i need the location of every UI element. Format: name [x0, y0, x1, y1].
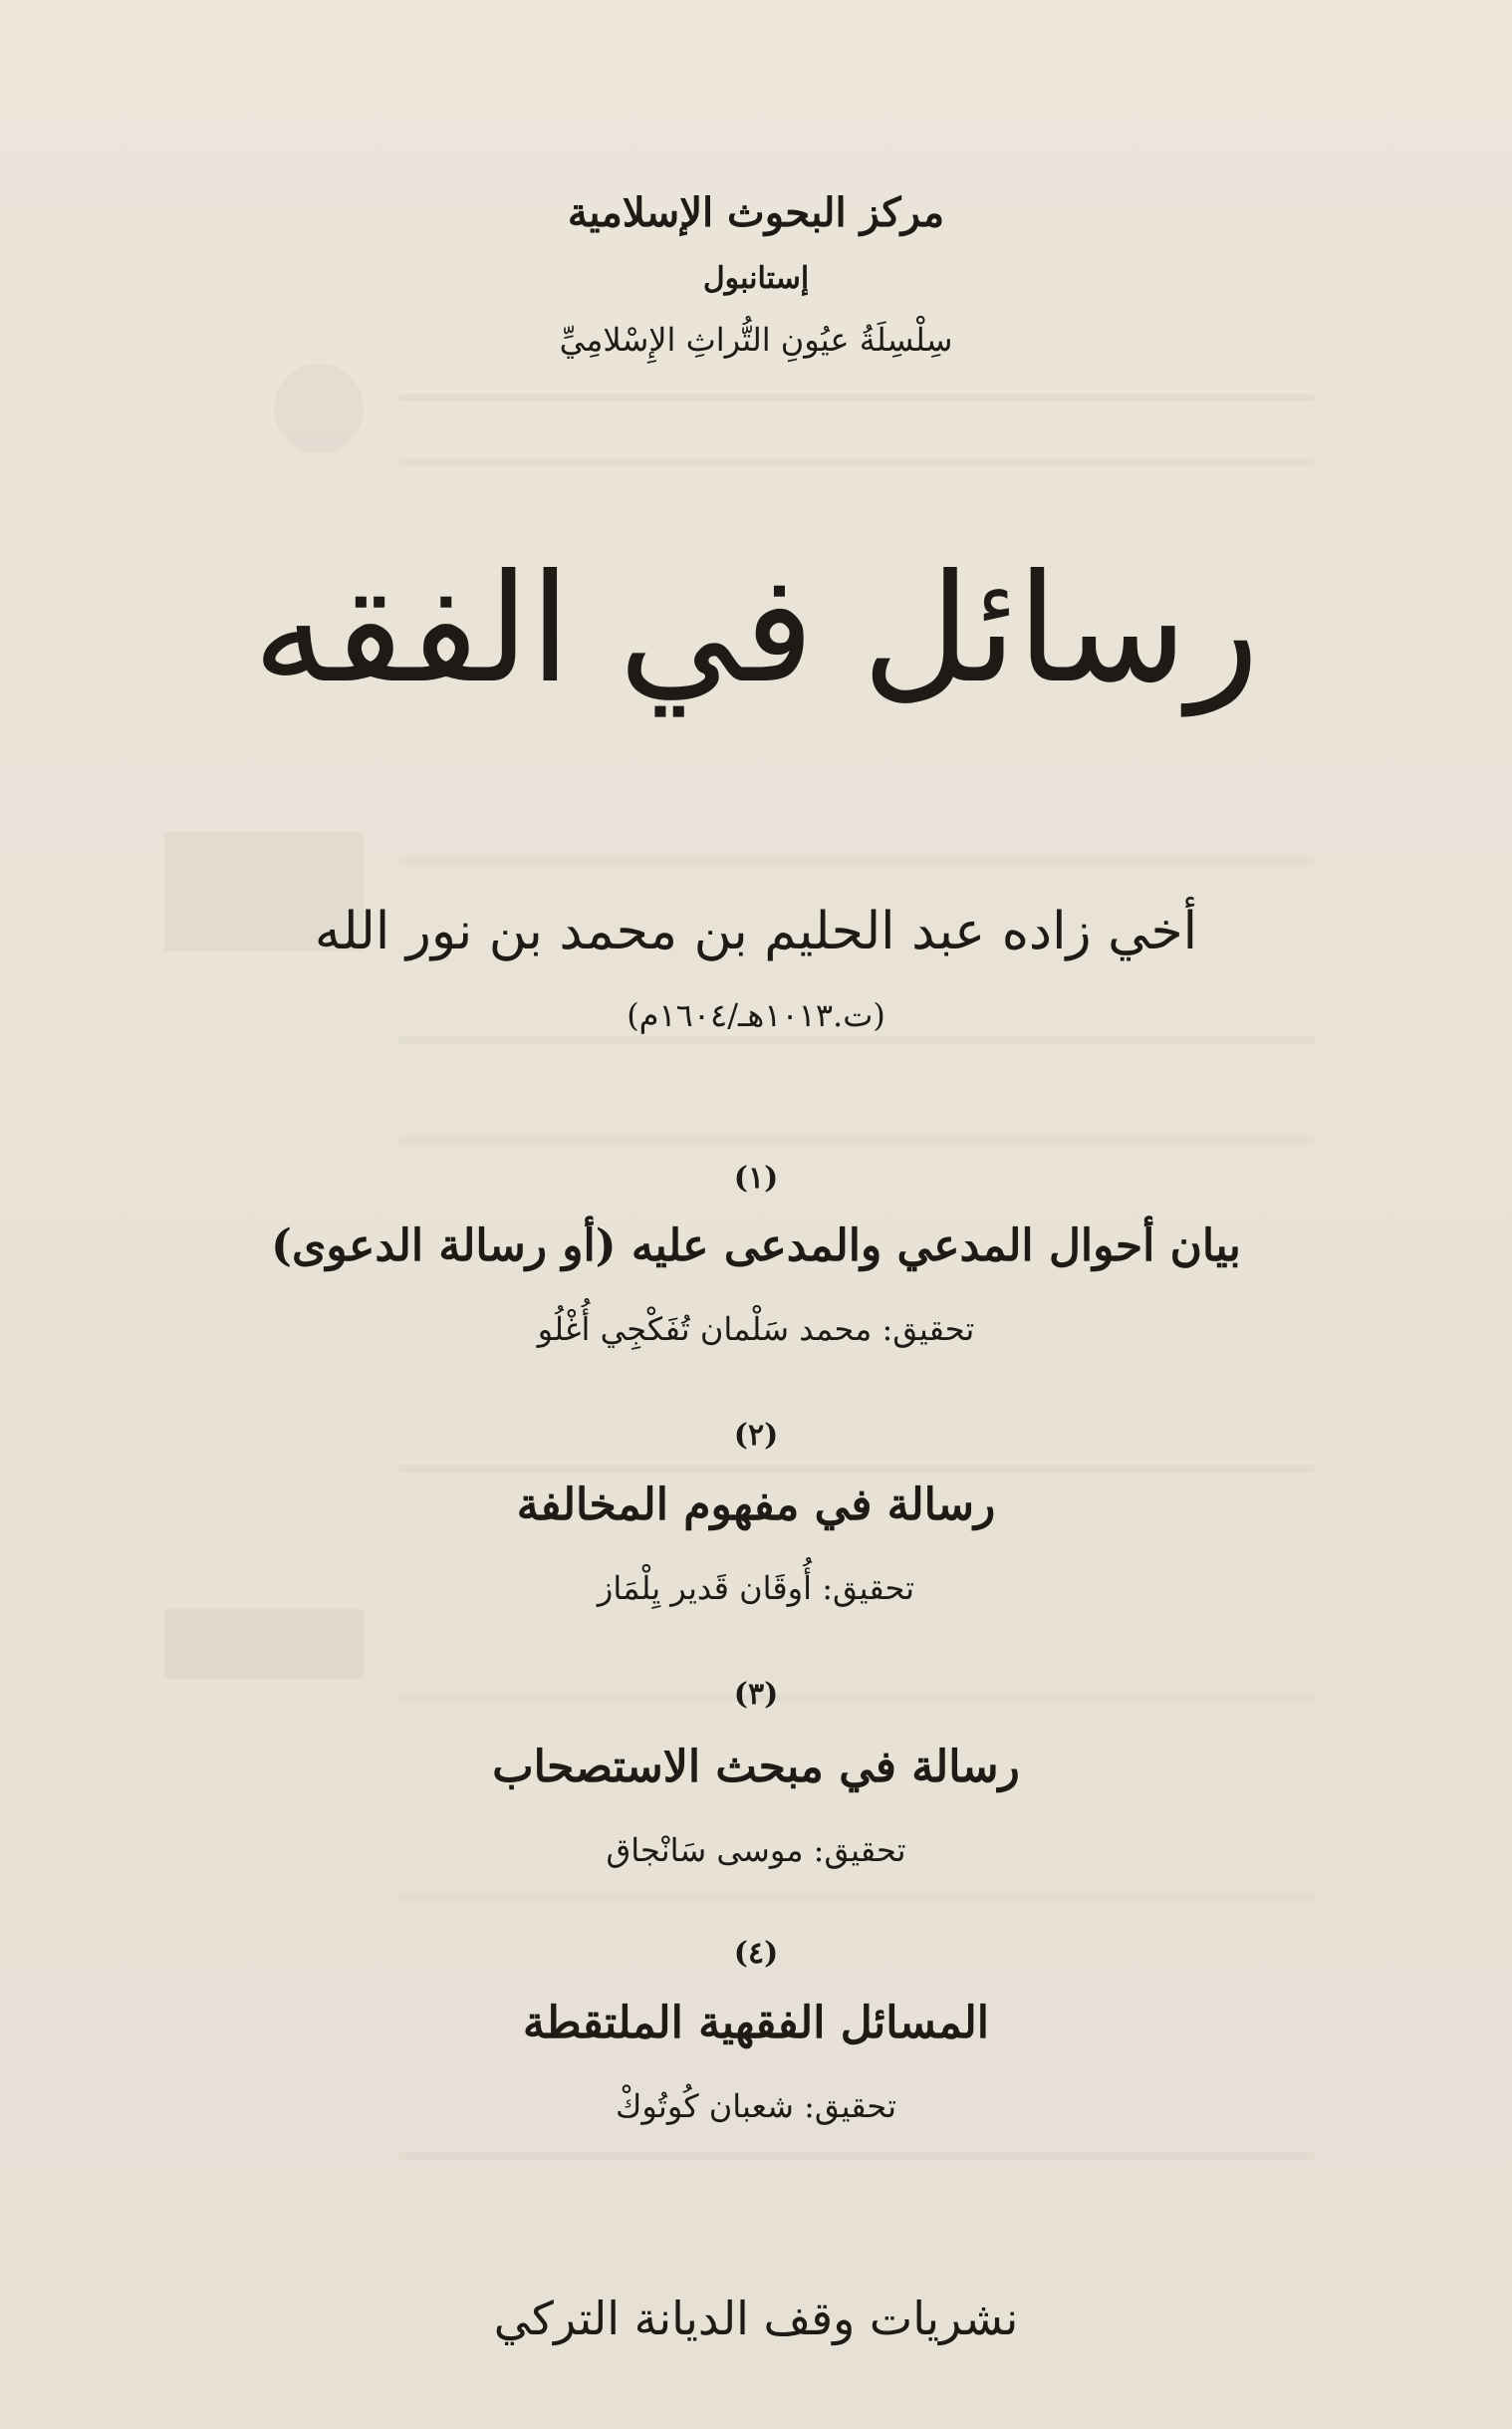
treatise-number: (٣)	[733, 1677, 779, 1712]
treatise-title: رسالة في مفهوم المخالفة	[516, 1480, 996, 1530]
treatise-title: رسالة في مبحث الاستصحاب	[492, 1742, 1020, 1792]
treatise-number: (٤)	[733, 1936, 779, 1971]
bleed-through-line	[398, 394, 1315, 402]
treatise-number: (١)	[733, 1161, 779, 1196]
bleed-through-line	[398, 458, 1315, 466]
author-name: أخي زاده عبد الحليم بن محمد بن نور الله	[314, 902, 1198, 961]
bleed-through-line	[398, 1136, 1315, 1144]
series-name: سِلْسِلَةُ عيُونِ التُّراثِ الإِسْلامِيِّ	[559, 321, 953, 359]
author-death-dates: (ت.١٠١٣هـ/١٦٠٤م)	[627, 996, 885, 1034]
bleed-through-line	[398, 1465, 1315, 1473]
publisher-name: مركز البحوث الإسلامية	[567, 189, 945, 236]
bleed-through-line	[398, 2152, 1315, 2160]
publisher-city: إستانبول	[702, 261, 810, 296]
bleed-through-block	[164, 1609, 364, 1679]
bleed-through-line	[398, 857, 1315, 865]
treatise-editor: تحقيق: موسى سَانْجاق	[606, 1831, 906, 1869]
treatise-editor: تحقيق: شعبان كُوتُوكْ	[616, 2087, 896, 2125]
treatise-title: المسائل الفقهية الملتقطة	[522, 1998, 990, 2048]
treatise-editor: تحقيق: محمد سَلْمان تُفَكْجِي أُغْلُو	[537, 1310, 975, 1348]
bleed-through-line	[398, 1893, 1315, 1901]
treatise-title: بيان أحوال المدعي والمدعى عليه (أو رسالة الدعوى)	[271, 1220, 1241, 1271]
bleed-through-line	[398, 1036, 1315, 1044]
treatise-number: (٢)	[733, 1418, 779, 1453]
treatise-editor: تحقيق: أُوقَان قَدير يِلْمَاز	[597, 1569, 915, 1607]
publisher-imprint: نشريات وقف الديانة التركي	[493, 2292, 1019, 2345]
bleed-through-logo	[274, 364, 364, 453]
book-title: رسائل في الفقه	[252, 543, 1260, 716]
